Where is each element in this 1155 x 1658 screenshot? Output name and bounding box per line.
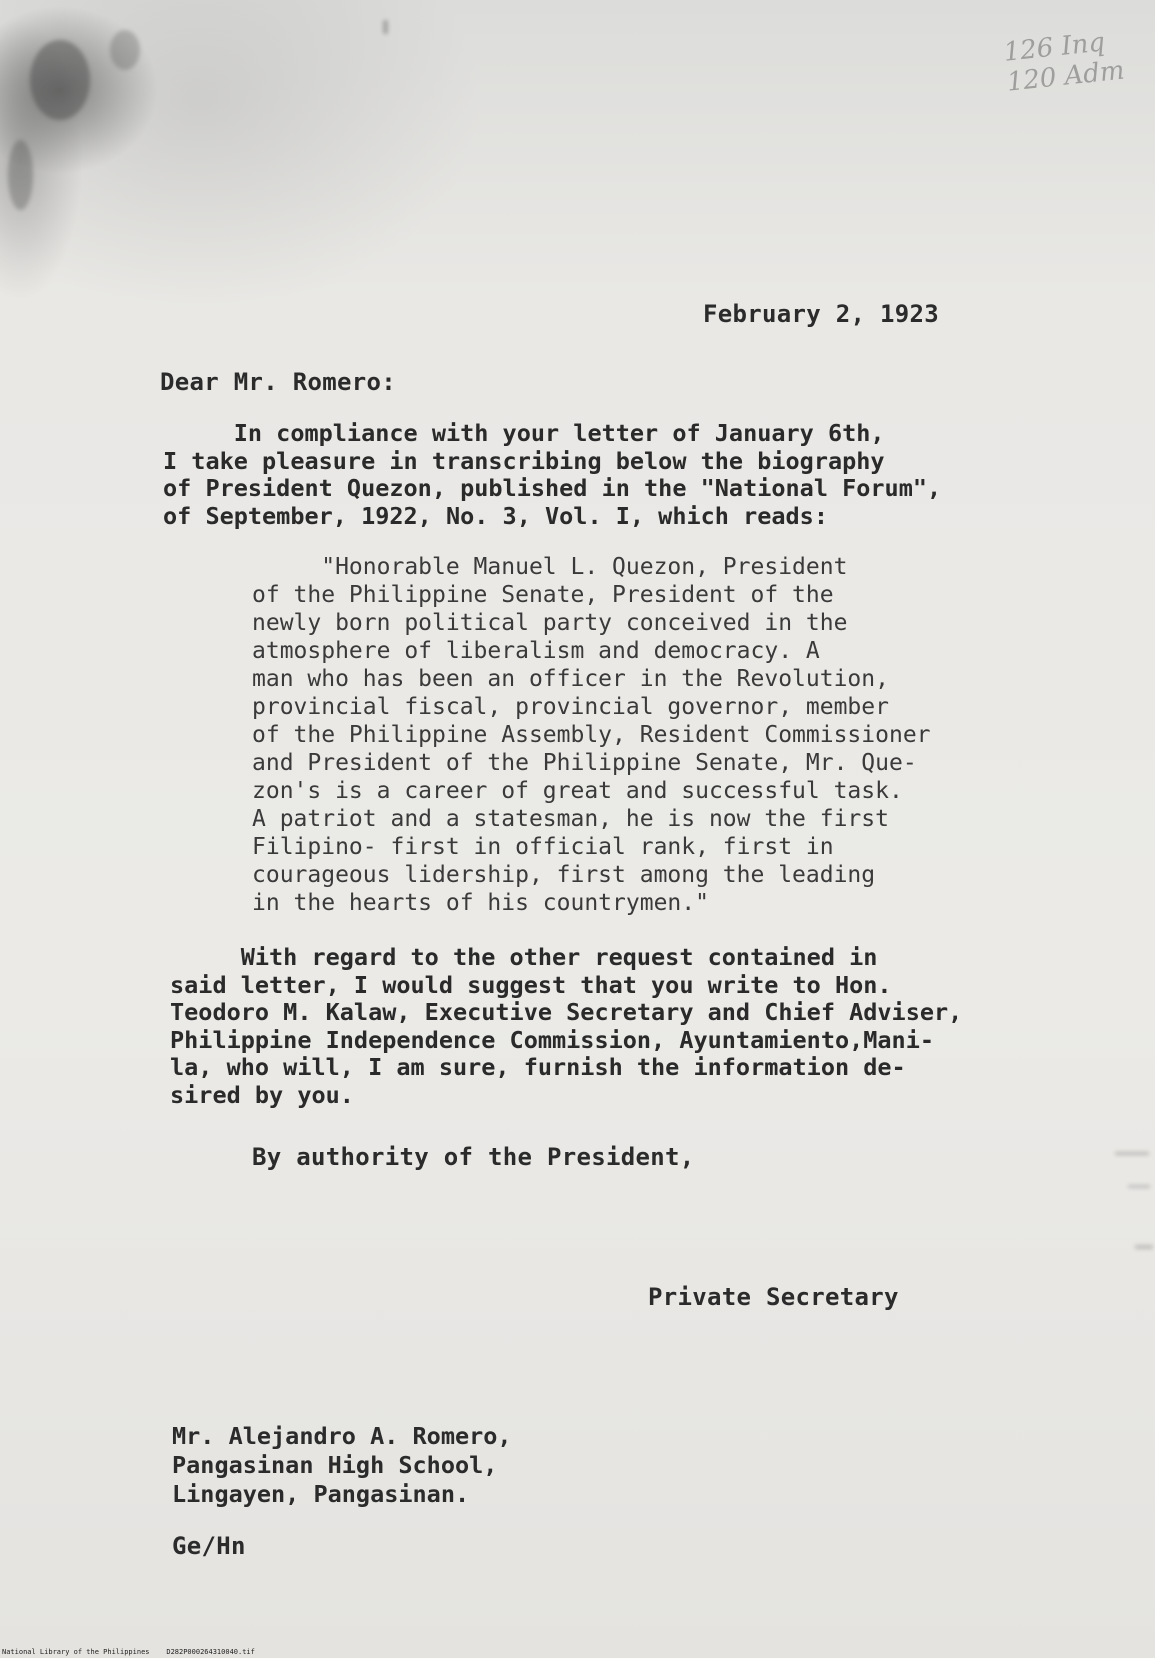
paragraph-intro: In compliance with your letter of January 6th, I take pleasure in transcribing below the biography of President Quezon, published in the "National Forum", of September, 1922, No. 3, Vol. I, which reads: [163,419,942,530]
ink-mark [1135,1245,1153,1249]
handwritten-note: 126 Inq 120 Adm [1002,27,1126,98]
biography-quotation: "Honorable Manuel L. Quezon, President of the Philippine Senate, President of the newly born political party conceived in the atmosphere of liberalism and democracy. A man who has been an officer in the Revolution, provincial fiscal, provincial governor, member of the Philippine Assembly, Resident Commissioner and President of the Philippine Senate, Mr. Que- zon's is a career of great and successful task. A patriot and a statesman, he is now the first Filipino- first in official rank, first in courageous lidership, first among the leading in the hearts of his countrymen." [252,554,931,916]
ink-smudge [30,40,90,120]
archive-footer: National Library of the Philippines D282P000264310040.tif [2,1648,255,1656]
closing-line: By authority of the President, [252,1143,695,1171]
letter-date: February 2, 1923 [703,300,939,328]
typist-initials: Ge/Hn [172,1532,246,1560]
salutation: Dear Mr. Romero: [160,368,396,396]
signature-title: Private Secretary [648,1283,899,1311]
ink-smudge [110,30,140,70]
ink-mark [1128,1185,1150,1188]
recipient-address: Mr. Alejandro A. Romero, Pangasinan High School, Lingayen, Pangasinan. [172,1422,512,1508]
ink-smudge [8,140,33,210]
ink-mark [383,20,388,34]
ink-mark [1115,1152,1149,1155]
paragraph-request: With regard to the other request contained in said letter, I would suggest that you write to Hon. Teodoro M. Kalaw, Executive Secretary and Chief Adviser, Philippine Independence Commission, Ayuntamiento,Mani- la, who will, I am sure, furnish the information de- sired by you. [170,943,963,1109]
